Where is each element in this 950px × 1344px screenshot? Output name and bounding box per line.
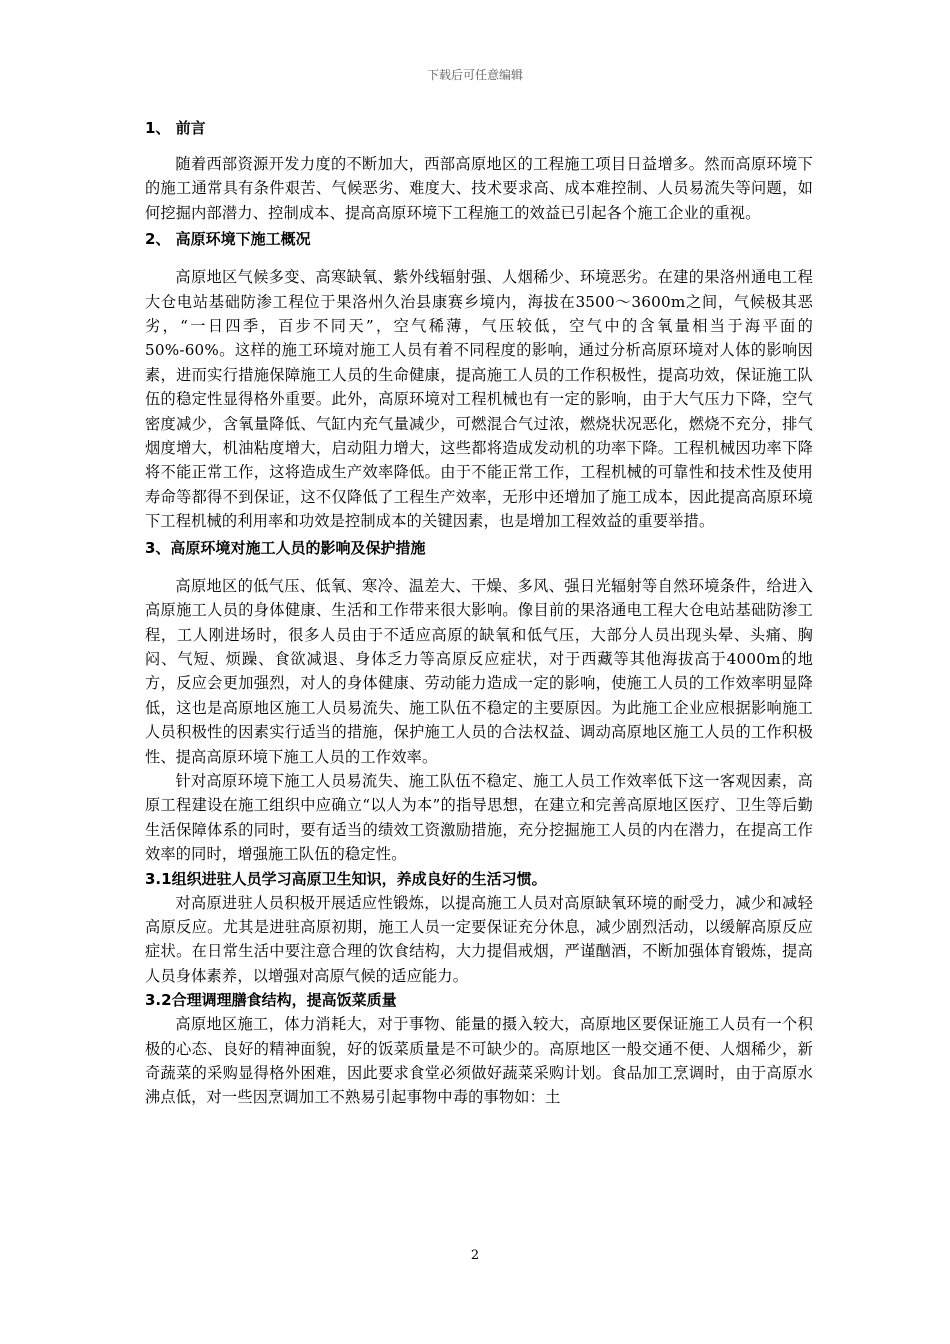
subsection-heading: 3.2合理调理膳食结构，提高饭菜质量 — [145, 991, 397, 1010]
paragraph: 高原地区施工，体力消耗大，对于事物、能量的摄入较大，高原地区要保证施工人员有一个积极的心态、良好的精神面貌，好的饭菜质量是不可缺少的。高原地区一般交通不便、人烟稀少，新奇蔬菜的采购显得格外困难，因此要求食堂必须做好蔬菜采购计划。食品加工烹调时，由于高原水沸点低，对一些因烹调加工不熟易引起事物中毒的事物如：土 — [145, 1015, 813, 1107]
section-heading: 1、 前言 — [145, 119, 206, 137]
document-body — [145, 116, 813, 1110]
paragraph: 高原地区气候多变、高寒缺氧、紫外线辐射强、人烟稀少、环境恶劣。在建的果洛州通电工程大仓电站基础防渗工程位于果洛州久治县康赛乡境内，海拔在3500～3600m之间，气候极其恶劣，“一日四季，百步不同天”，空气稀薄，气压较低，空气中的含氧量相当于海平面的50%-60%。这样的施工环境对施工人员有着不同程度的影响，通过分析高原环境对人体的影响因素，进而实行措施保障施工人员的生命健康，提高施工人员的工作积极性，提高功效，保证施工队伍的稳定性显得格外重要。此外，高原环境对工程机械也有一定的影响，由于大气压力下降，空气密度减少，含氧量降低、气缸内充气量减少，可燃混合气过浓，燃烧状况恶化，燃烧不充分，排气烟度增大，机油粘度增大，启动阻力增大，这些都将造成发动机的功率下降。工程机械因功率下降将不能正常工作，这将造成生产效率降低。由于不能正常工作，工程机械的可靠性和技术性及使用寿命等都得不到保证，这不仅降低了工程生产效率，无形中还增加了施工成本，因此提高高原环境下工程机械的利用率和功效是控制成本的关键因素，也是增加工程效益的重要举措。 — [145, 268, 813, 531]
page-number: 2 — [470, 1248, 480, 1263]
paragraph: 对高原进驻人员积极开展适应性锻炼，以提高施工人员对高原缺氧环境的耐受力，减少和减轻高原反应。尤其是进驻高原初期，施工人员一定要保证充分休息，减少剧烈活动，以缓解高原反应症状。在日常生活中要注意合理的饮食结构，大力提倡戒烟，严谨酗酒，不断加强体育锻炼，提高人员身体素养，以增强对高原气候的适应能力。 — [145, 893, 813, 985]
subsection-heading: 3.1组织进驻人员学习高原卫生知识，养成良好的生活习惯。 — [145, 869, 547, 888]
section-heading: 3、高原环境对施工人员的影响及保护措施 — [145, 538, 426, 557]
section-heading: 2、 高原环境下施工概况 — [145, 230, 311, 249]
paragraph: 针对高原环境下施工人员易流失、施工队伍不稳定、施工人员工作效率低下这一客观因素，高原工程建设在施工组织中应确立“以人为本”的指导思想，在建立和完善高原地区医疗、卫生等后勤生活保障体系的同时，要有适当的绩效工资激励措施，充分挖掘施工人员的内在潜力，在提高工作效率的同时，增强施工队伍的稳定性。 — [145, 771, 813, 864]
paragraph: 高原地区的低气压、低氧、寒冷、温差大、干燥、多风、强日光辐射等自然环境条件，给进入高原施工人员的身体健康、生活和工作带来很大影响。像目前的果洛通电工程大仓电站基础防渗工程，工人刚进场时，很多人员由于不适应高原的缺氧和低气压，大部分人员出现头晕、头痛、胸闷、气短、烦躁、食欲减退、身体乏力等高原反应症状，对于西藏等其他海拔高于4000m的地方，反应会更加强烈，对人的身体健康、劳动能力造成一定的影响，使施工人员的工作效率明显降低，这也是高原地区施工人员易流失、施工队伍不稳定的主要原因。为此施工企业应根据影响施工人员积极性的因素实行适当的措施，保护施工人员的合法权益、调动高原地区施工人员的工作积极性、提高高原环境下施工人员的工作效率。 — [145, 576, 813, 766]
paragraph: 随着西部资源开发力度的不断加大，西部高原地区的工程施工项目日益增多。然而高原环境下的施工通常具有条件艰苦、气候恶劣、难度大、技术要求高、成本难控制、人员易流失等问题，如何挖掘内部潜力、控制成本、提高高原环境下工程施工的效益已引起各个施工企业的重视。 — [145, 155, 813, 222]
page-header: 下载后可任意编辑 — [426, 68, 523, 82]
